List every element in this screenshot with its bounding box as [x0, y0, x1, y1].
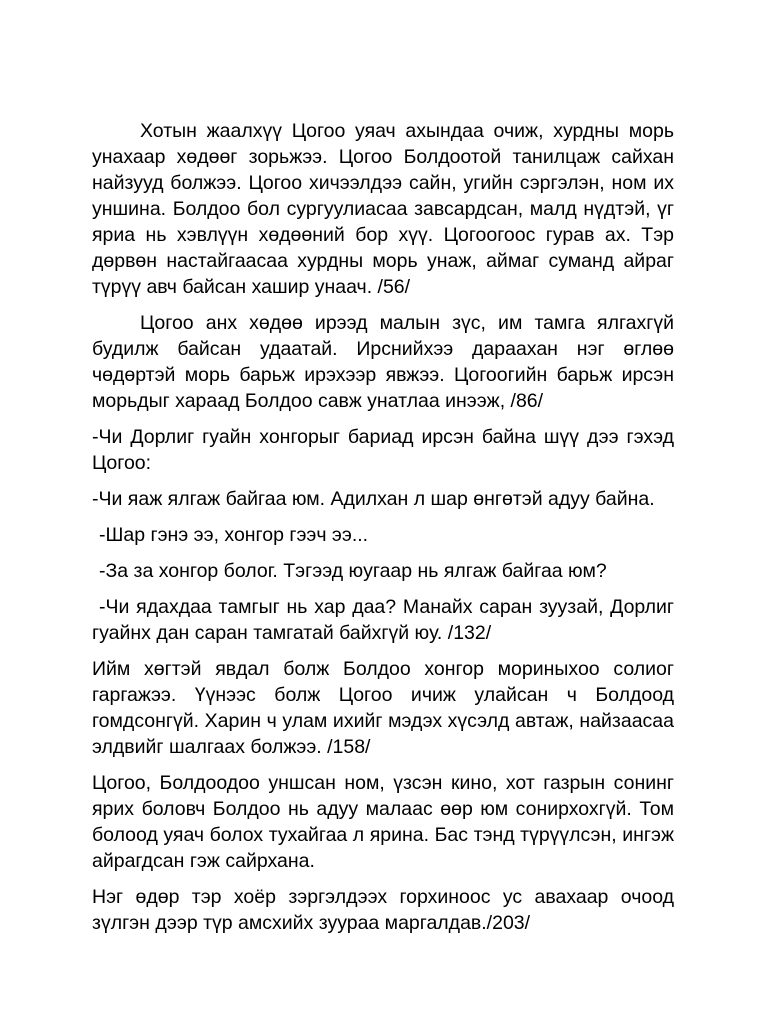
paragraph: Хотын жаалхүү Цогоо уяач ахындаа очиж, хурдны морь унахаар хөдөөг зорьжээ. Цогоо Болдоотой танилцаж сайхан найзууд болжээ. Цогоо хичээлдээ сайн, угийн сэргэлэн, ном их уншина. Болдоо бол сургуулиасаа завсардсан, малд нүдтэй, үг яриа нь хэвлүүн хөдөөний бор хүү. Цогоогоос гурав ах. Тэр дөрвөн настайгаасаа хурдны морь унаж, аймаг суманд айраг түрүү авч байсан хашир унаач. /56/ [92, 120, 674, 298]
dialogue-line: -Шар гэнэ ээ, хонгор гээч ээ... [99, 524, 369, 546]
dialogue-line: -Чи Дорлиг гуайн хонгорыг бариад ирсэн байна шүү дээ гэхэд Цогоо: [92, 426, 674, 474]
dialogue-line: -Чи яаж ялгаж байгаа юм. Адилхан л шар өнгөтэй адуу байна. [92, 488, 655, 510]
paragraph: Нэг өдөр тэр хоёр зэргэлдээх горхиноос ус авахаар очоод зүлгэн дээр түр амсхийх зуураа маргалдав./203/ [92, 886, 674, 934]
dialogue-line: -За за хонгор болог. Тэгээд юугаар нь ялгаж байгаа юм? [99, 560, 607, 582]
paragraph: Цогоо, Болдоодоо уншсан ном, үзсэн кино, хот газрын сонинг ярих боловч Болдоо нь адуу малаас өөр юм сонирхохгүй. Том болоод уяач болох тухайгаа л ярина. Бас тэнд түрүүлсэн, ингэж айрагдсан гэж сайрхана. [92, 772, 674, 872]
paragraph: Цогоо анх хөдөө ирээд малын зүс, им тамга ялгахгүй будилж байсан удаатай. Ирснийхээ дараахан нэг өглөө чөдөртэй морь барьж ирэхээр явжээ. Цогоогийн барьж ирсэн морьдыг хараад Болдоо савж унатлаа инээж, /86/ [92, 312, 674, 412]
dialogue-line: -Чи ядахдаа тамгыг нь хар даа? Манайх саран зуузай, Дорлиг гуайнх дан саран тамгатай байхгүй юу. /132/ [92, 596, 674, 644]
paragraph: Ийм хөгтэй явдал болж Болдоо хонгор мориныхоо солиог гаргажээ. Үүнээс болж Цогоо ичиж улайсан ч Болдоод гомдсонгүй. Харин ч улам ихийг мэдэх хүсэлд автаж, найзаасаа элдвийг шалгаах болжээ. /158/ [92, 658, 674, 758]
document-page [92, 118, 674, 936]
